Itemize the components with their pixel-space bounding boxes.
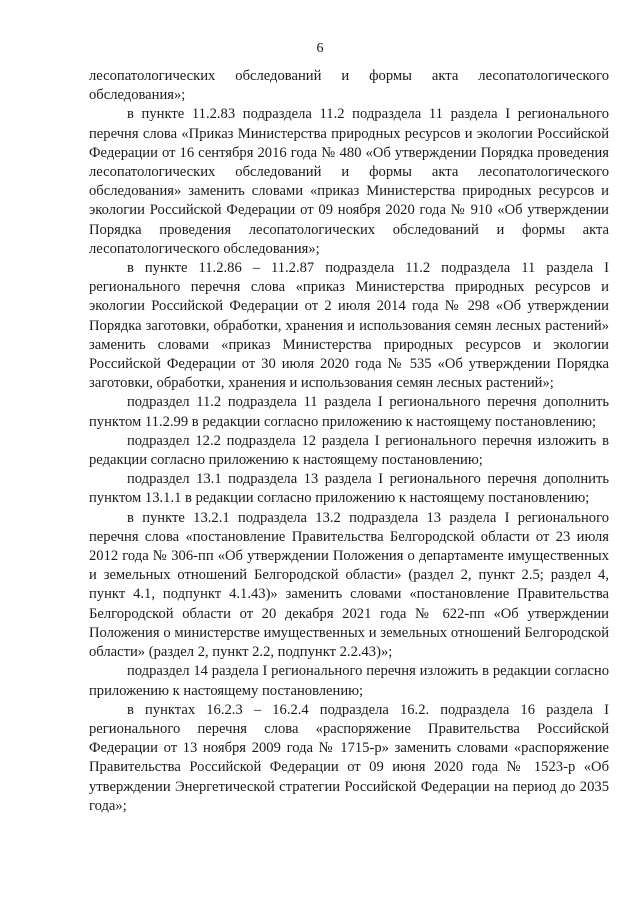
paragraph-item-11-2-86: в пункте 11.2.86 – 11.2.87 подраздела 11.2 подраздела 11 раздела I регионального перечня слова «приказ Министерства природных ресурсов и экологии Российской Федерации от 2 июля 2014 года № 298 «Об утверждении Порядка заготовки, обработки, хранения и использования семян лесных растений» заменить словами «приказ Министерства природных ресурсов и экологии Российской Федерации от 30 июля 2020 года № 535 «Об утверждении Порядка заготовки, обработки, хранения и использования семян лесных растений»; xyxy=(89,260,609,392)
paragraph-continuation: лесопатологических обследований и формы акта лесопатологического обследования»; xyxy=(89,68,609,104)
paragraph-item-11-2-99: подраздел 11.2 подраздела 11 раздела I регионального перечня дополнить пунктом 11.2.99 в редакции согласно приложению к настоящему постановлению; xyxy=(89,394,609,430)
paragraph-item-13-1-1: подраздел 13.1 подраздела 13 раздела I регионального перечня дополнить пунктом 13.1.1 в редакции согласно приложению к настоящему постановлению; xyxy=(89,471,609,507)
paragraph-item-16-2-3: в пунктах 16.2.3 – 16.2.4 подраздела 16.2. подраздела 16 раздела I регионального перечня слова «распоряжение Правительства Российской Федерации от 13 ноября 2009 года № 1715-р» заменить словами «распоряжение Правительства Российской Федерации от 09 июня 2020 года № 1523-р «Об утверждении Энергетической стратегии Российской Федерации на период до 2035 года»; xyxy=(89,701,609,814)
paragraph-item-12-2: подраздел 12.2 подраздела 12 раздела I регионального перечня изложить в редакции согласно приложению к настоящему постановлению; xyxy=(89,432,609,469)
paragraph-item-11-2-83: в пункте 11.2.83 подраздела 11.2 подраздела 11 раздела I регионального перечня слова «Приказ Министерства природных ресурсов и экологии Российской Федерации от 16 сентября 2016 года № 480 «Об утверждении Порядка проведения лесопатологических обследований и формы акта лесопатологического обследования» заменить словами «приказ Министерства природных ресурсов и экологии Российской Федерации от 09 ноября 2020 года № 910 «Об утверждении Порядка проведения лесопатологических обследований и формы акта лесопатологического обследования»; xyxy=(89,106,609,257)
document-body xyxy=(89,67,609,816)
page-number: 6 xyxy=(316,41,324,56)
paragraph-item-14: подраздел 14 раздела I регионального перечня изложить в редакции согласно приложению к настоящему постановлению; xyxy=(89,663,609,699)
paragraph-item-13-2-1: в пункте 13.2.1 подраздела 13.2 подраздела 13 раздела I регионального перечня слова «постановление Правительства Белгородской области от 23 июля 2012 года № 306-пп «Об утверждении Положения о департаменте имущественных и земельных отношений Белгородской области» (раздел 2, пункт 2.5; раздел 4, пункт 4.1, подпункт 4.1.43)» заменить словами «постановление Правительства Белгородской области от 20 декабря 2021 года № 622-пп «Об утверждении Положения о министерстве имущественных и земельных отношений Белгородской области» (раздел 2, пункт 2.2, подпункт 2.2.43)»; xyxy=(89,509,609,661)
